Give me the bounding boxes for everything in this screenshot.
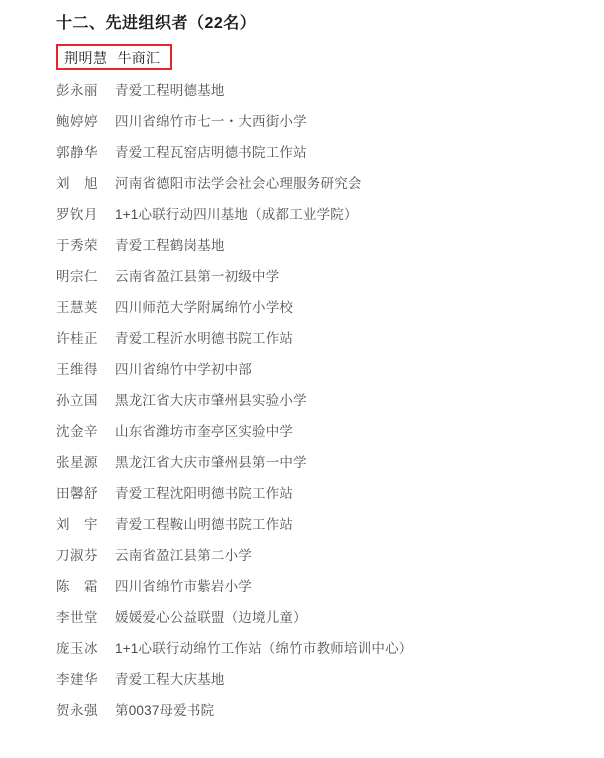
list-item	[56, 75, 584, 106]
person-organization: 河南省德阳市法学会社会心理服务研究会	[115, 176, 362, 191]
list-item	[56, 447, 584, 478]
person-name: 罗钦月	[56, 207, 98, 222]
list-item	[56, 478, 584, 509]
person-organization: 黑龙江省大庆市肇州县第一中学	[115, 455, 307, 470]
person-name: 沈金辛	[56, 424, 98, 439]
person-name: 刘 宇	[56, 517, 98, 532]
list-item	[56, 44, 584, 72]
list-item	[56, 261, 584, 292]
list-item	[56, 168, 584, 199]
list-item	[56, 385, 584, 416]
list-item	[56, 292, 584, 323]
person-organization: 青爱工程大庆基地	[115, 672, 225, 687]
person-organization: 四川省绵竹市紫岩小学	[115, 579, 252, 594]
person-name: 明宗仁	[56, 269, 98, 284]
page-title: 十二、先进组织者（22名）	[56, 15, 257, 32]
highlight-box	[56, 44, 172, 70]
person-organization: 四川省绵竹中学初中部	[115, 362, 252, 377]
list-item	[56, 540, 584, 571]
person-organization: 媛媛爱心公益联盟（边境儿童）	[115, 610, 307, 625]
person-organization: 四川省绵竹市七一・大西街小学	[115, 114, 307, 129]
person-name: 郭静华	[56, 145, 98, 160]
list-item	[56, 106, 584, 137]
honoree-list	[56, 44, 584, 726]
person-organization: 青爱工程沂水明德书院工作站	[115, 331, 294, 346]
person-organization: 山东省潍坊市奎亭区实验中学	[115, 424, 294, 439]
person-name: 田馨舒	[56, 486, 98, 501]
person-organization: 1+1心联行动四川基地（成都工业学院）	[115, 207, 358, 222]
person-name: 张星源	[56, 455, 98, 470]
person-name: 荆明慧	[64, 50, 108, 66]
person-name: 彭永丽	[56, 83, 98, 98]
person-name: 王慧荚	[56, 300, 98, 315]
list-item	[56, 137, 584, 168]
person-organization: 第0037母爱书院	[115, 703, 215, 718]
list-item	[56, 695, 584, 726]
list-item	[56, 199, 584, 230]
list-item	[56, 323, 584, 354]
list-item	[56, 354, 584, 385]
person-name: 陈 霜	[56, 579, 98, 594]
person-name: 于秀荣	[56, 238, 98, 253]
list-item	[56, 602, 584, 633]
person-name: 孙立国	[56, 393, 98, 408]
list-item	[56, 633, 584, 664]
person-name: 贺永强	[56, 703, 98, 718]
person-organization: 牛商汇	[117, 50, 161, 66]
person-name: 李建华	[56, 672, 98, 687]
list-item	[56, 230, 584, 261]
person-organization: 青爱工程鹤岗基地	[115, 238, 225, 253]
person-organization: 青爱工程鞍山明德书院工作站	[115, 517, 294, 532]
person-organization: 青爱工程明德基地	[115, 83, 225, 98]
list-item	[56, 571, 584, 602]
person-organization: 云南省盈江县第一初级中学	[115, 269, 280, 284]
person-name: 刘 旭	[56, 176, 98, 191]
person-organization: 青爱工程瓦窑店明德书院工作站	[115, 145, 307, 160]
person-organization: 黑龙江省大庆市肇州县实验小学	[115, 393, 307, 408]
list-item	[56, 509, 584, 540]
person-name: 李世堂	[56, 610, 98, 625]
person-name: 庞玉冰	[56, 641, 98, 656]
person-organization: 青爱工程沈阳明德书院工作站	[115, 486, 294, 501]
person-name: 许桂正	[56, 331, 98, 346]
person-name: 鲍婷婷	[56, 114, 98, 129]
list-item	[56, 664, 584, 695]
person-organization: 云南省盈江县第二小学	[115, 548, 252, 563]
person-organization: 1+1心联行动绵竹工作站（绵竹市教师培训中心）	[115, 641, 413, 656]
person-organization: 四川师范大学附属绵竹小学校	[115, 300, 294, 315]
person-name: 王维得	[56, 362, 98, 377]
list-item	[56, 416, 584, 447]
person-name: 刀淑芬	[56, 548, 98, 563]
